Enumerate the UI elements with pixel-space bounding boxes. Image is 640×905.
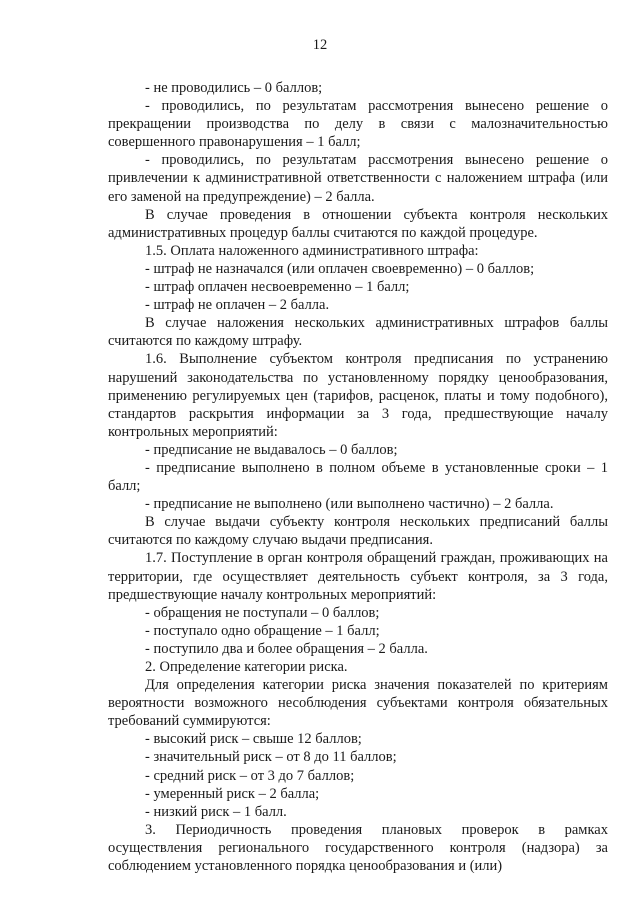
paragraph-section-1-5: 1.5. Оплата наложенного административного штрафа:	[145, 242, 479, 259]
paragraph-multiple-orders: В случае выдачи субъекту контроля нескольких предписаний баллы считаются по каждому случаю выдачи предписания.	[108, 514, 608, 549]
paragraph-multiple-procedures: В случае проведения в отношении субъекта контроля нескольких административных процедур баллы считаются по каждой процедуре.	[108, 206, 608, 241]
paragraph-section-1-6: 1.6. Выполнение субъектом контроля предписания по устранению нарушений законодательства по установленному порядку ценообразования, применению регулируемых цен (тарифов, расценок, платы и тому подобного), стандартов раскрытия информации за 3 года, предшествующие началу контрольных мероприятий:	[108, 351, 608, 440]
paragraph-order-not-fulfilled: - предписание не выполнено (или выполнено частично) – 2 балла.	[145, 496, 554, 513]
paragraph-risk-high: - высокий риск – свыше 12 баллов;	[145, 731, 362, 748]
paragraph-fine-not-imposed: - штраф не назначался (или оплачен своевременно) – 0 баллов;	[145, 260, 535, 277]
paragraph-order-not-issued: - предписание не выдавалось – 0 баллов;	[145, 441, 398, 458]
paragraph-section-2: 2. Определение категории риска.	[145, 659, 348, 675]
paragraph-multiple-fines: В случае наложения нескольких административных штрафов баллы считаются по каждому штрафу.	[108, 315, 608, 350]
page-number: 12	[312, 37, 328, 53]
paragraph-one-appeal: - поступало одно обращение – 1 балл;	[145, 622, 380, 639]
paragraph-section-3: 3. Периодичность проведения плановых проверок в рамках осуществления регионального государственного контроля (надзора) за соблюдением установленного порядка ценообразования и (или)	[108, 821, 608, 875]
paragraph-fine-not-paid: - штраф не оплачен – 2 балла.	[145, 297, 330, 314]
paragraph-no-appeals: - обращения не поступали – 0 баллов;	[145, 604, 380, 621]
paragraph-order-fulfilled: - предписание выполнено в полном объеме в установленные сроки – 1 балл;	[108, 459, 608, 495]
paragraph-held-fined: - проводились, по результатам рассмотрения вынесено решение о привлечении к административной ответственности с наложением штрафа (или его заменой на предупреждение) – 2 балла.	[108, 152, 608, 205]
paragraph-held-terminated: - проводились, по результатам рассмотрения вынесено решение о прекращении производства по делу в связи с малозначительностью совершенного правонарушения – 1 балл;	[108, 98, 608, 151]
paragraph-risk-moderate: - умеренный риск – 2 балла;	[145, 785, 320, 802]
paragraph-not-held: - не проводились – 0 баллов;	[145, 80, 323, 96]
paragraph-fine-paid-late: - штраф оплачен несвоевременно – 1 балл;	[145, 279, 410, 296]
paragraph-risk-significant: - значительный риск – от 8 до 11 баллов;	[145, 749, 397, 766]
paragraph-section-1-7: 1.7. Поступление в орган контроля обращений граждан, проживающих на территории, где осуществляет деятельность субъект контроля, за 3 года, предшествующие началу контрольных мероприятий:	[108, 550, 608, 603]
paragraph-risk-medium: - средний риск – от 3 до 7 баллов;	[145, 767, 355, 784]
document-body	[108, 79, 608, 875]
paragraph-two-appeals: - поступило два и более обращения – 2 балла.	[145, 640, 428, 657]
paragraph-risk-low: - низкий риск – 1 балл.	[145, 803, 287, 820]
paragraph-risk-summation: Для определения категории риска значения показателей по критериям вероятности возможного несоблюдения субъектами контроля обязательных требований суммируются:	[108, 677, 608, 730]
